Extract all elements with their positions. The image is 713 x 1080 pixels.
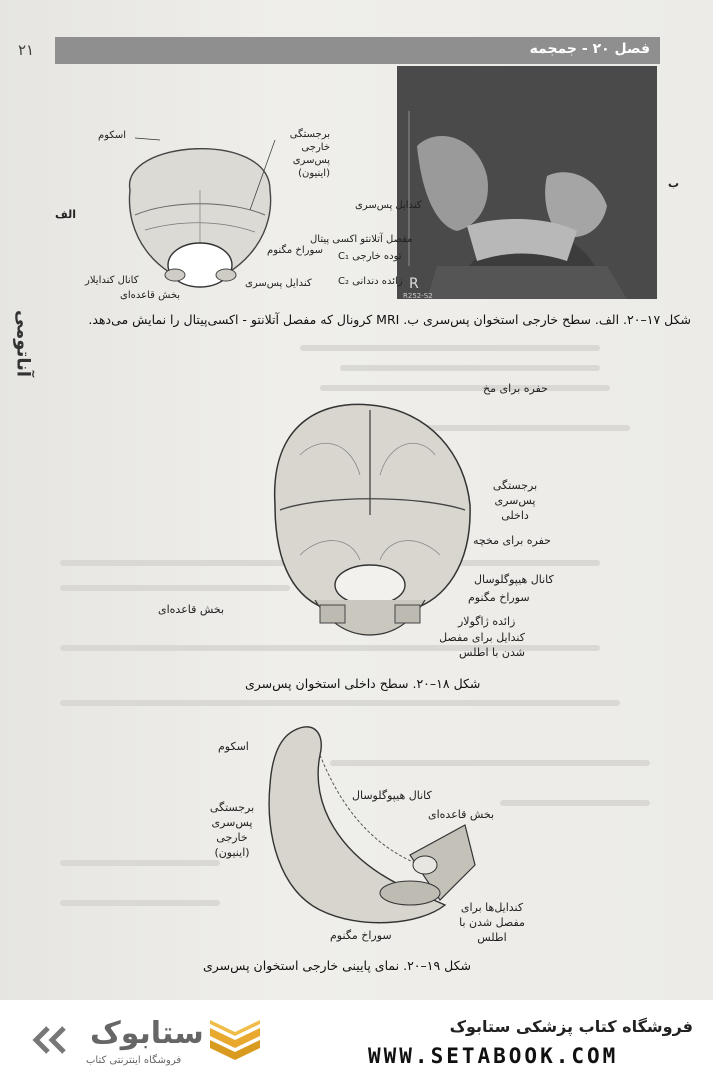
- store-footer-banner: [0, 1000, 713, 1080]
- fig19-label-ext-protuberance: برجستگی پس‌سری خارجی (اینیون): [209, 801, 255, 859]
- fig18-label-cerebrum-fossa: حفره برای مخ: [483, 382, 548, 395]
- figure-18-occipital-internal: [260, 395, 480, 650]
- fig17b-label-c1: توده خارجی C₁: [338, 251, 402, 262]
- fig18-label-int-protuberance: برجستگی پس‌سری داخلی: [492, 479, 538, 522]
- logo-book-icon: [205, 1018, 265, 1066]
- logo-tagline: فروشگاه اینترنتی کتاب: [86, 1055, 182, 1066]
- logo-wordmark: ستابوک: [90, 1016, 204, 1051]
- fig19-label-foramen: سوراخ مگنوم: [330, 929, 392, 942]
- figure-17-caption: شکل ۱۷–۲۰. الف. سطح خارجی استخوان پس‌سری ب. MRI کرونال که مفصل آتلانتو - اکسی‌پیتال را نمایش می‌دهد.: [88, 312, 691, 327]
- side-tab: [12, 300, 36, 390]
- fig18-label-foramen: سوراخ مگنوم: [468, 591, 530, 604]
- svg-text:R252-S2: R252-S2: [403, 292, 433, 299]
- fig19-label-hypoglossal: کانال هیپوگلوسال: [352, 789, 432, 802]
- side-tab-label: آناتومی: [12, 309, 34, 378]
- store-name: فروشگاه کتاب پزشکی ستابوک: [449, 1017, 693, 1036]
- store-website[interactable]: WWW.SETABOOK.COM: [368, 1044, 619, 1068]
- figure-18-caption: شکل ۱۸–۲۰. سطح داخلی استخوان پس‌سری: [245, 676, 481, 691]
- fig19-label-condyles: کندایل‌ها برای مفصل شدن با اطلس: [459, 901, 525, 944]
- fig18-label-basilar: بخش قاعده‌ای: [158, 603, 225, 616]
- fig17a-label-condyle: کندایل پس‌سری: [245, 278, 312, 289]
- fig19-label-squama: اسکوم: [218, 740, 249, 753]
- page-number: ۲۱: [18, 41, 35, 59]
- fig18-label-jugular: زائده ژاگولار: [458, 615, 516, 628]
- fig17a-label-basilar: بخش قاعده‌ای: [120, 290, 181, 301]
- logo-chevrons-icon: [30, 1024, 80, 1056]
- fig17a-label-squama: اسکوم: [98, 130, 127, 141]
- fig19-label-basilar: بخش قاعده‌ای: [428, 808, 495, 821]
- svg-text:R: R: [409, 276, 419, 292]
- fig17-part-a-marker: الف: [55, 208, 77, 221]
- fig17a-label-condylar-canal: کانال کندایلار: [85, 275, 139, 286]
- fig18-label-cerebellum-fossa: حفره برای مخچه: [473, 534, 551, 547]
- fig17b-label-c2: زائده دندانی C₂: [338, 276, 403, 287]
- chapter-title: فصل ۲۰ - جمجمه: [529, 41, 650, 57]
- fig17b-label-joint: مفصل آتلانتو اکسی پیتال: [310, 234, 413, 245]
- fig17b-label-condyle: کندایل پس‌سری: [355, 200, 422, 211]
- fig18-label-condyle: کندایل برای مفصل شدن با اطلس: [439, 631, 525, 659]
- figure-17b-mri: [397, 66, 657, 299]
- chapter-header-bar: [55, 37, 660, 64]
- fig17a-label-foramen: سوراخ مگنوم: [267, 245, 324, 256]
- figure-19-caption: شکل ۱۹–۲۰. نمای پایینی خارجی استخوان پس‌سری: [203, 958, 472, 973]
- fig18-label-hypoglossal: کانال هیپوگلوسال: [474, 573, 554, 586]
- fig17-part-b-marker: ب: [668, 177, 680, 190]
- fig17a-label-ext-protuberance: برجستگی خارجی پس‌سری (اینیون): [289, 129, 330, 179]
